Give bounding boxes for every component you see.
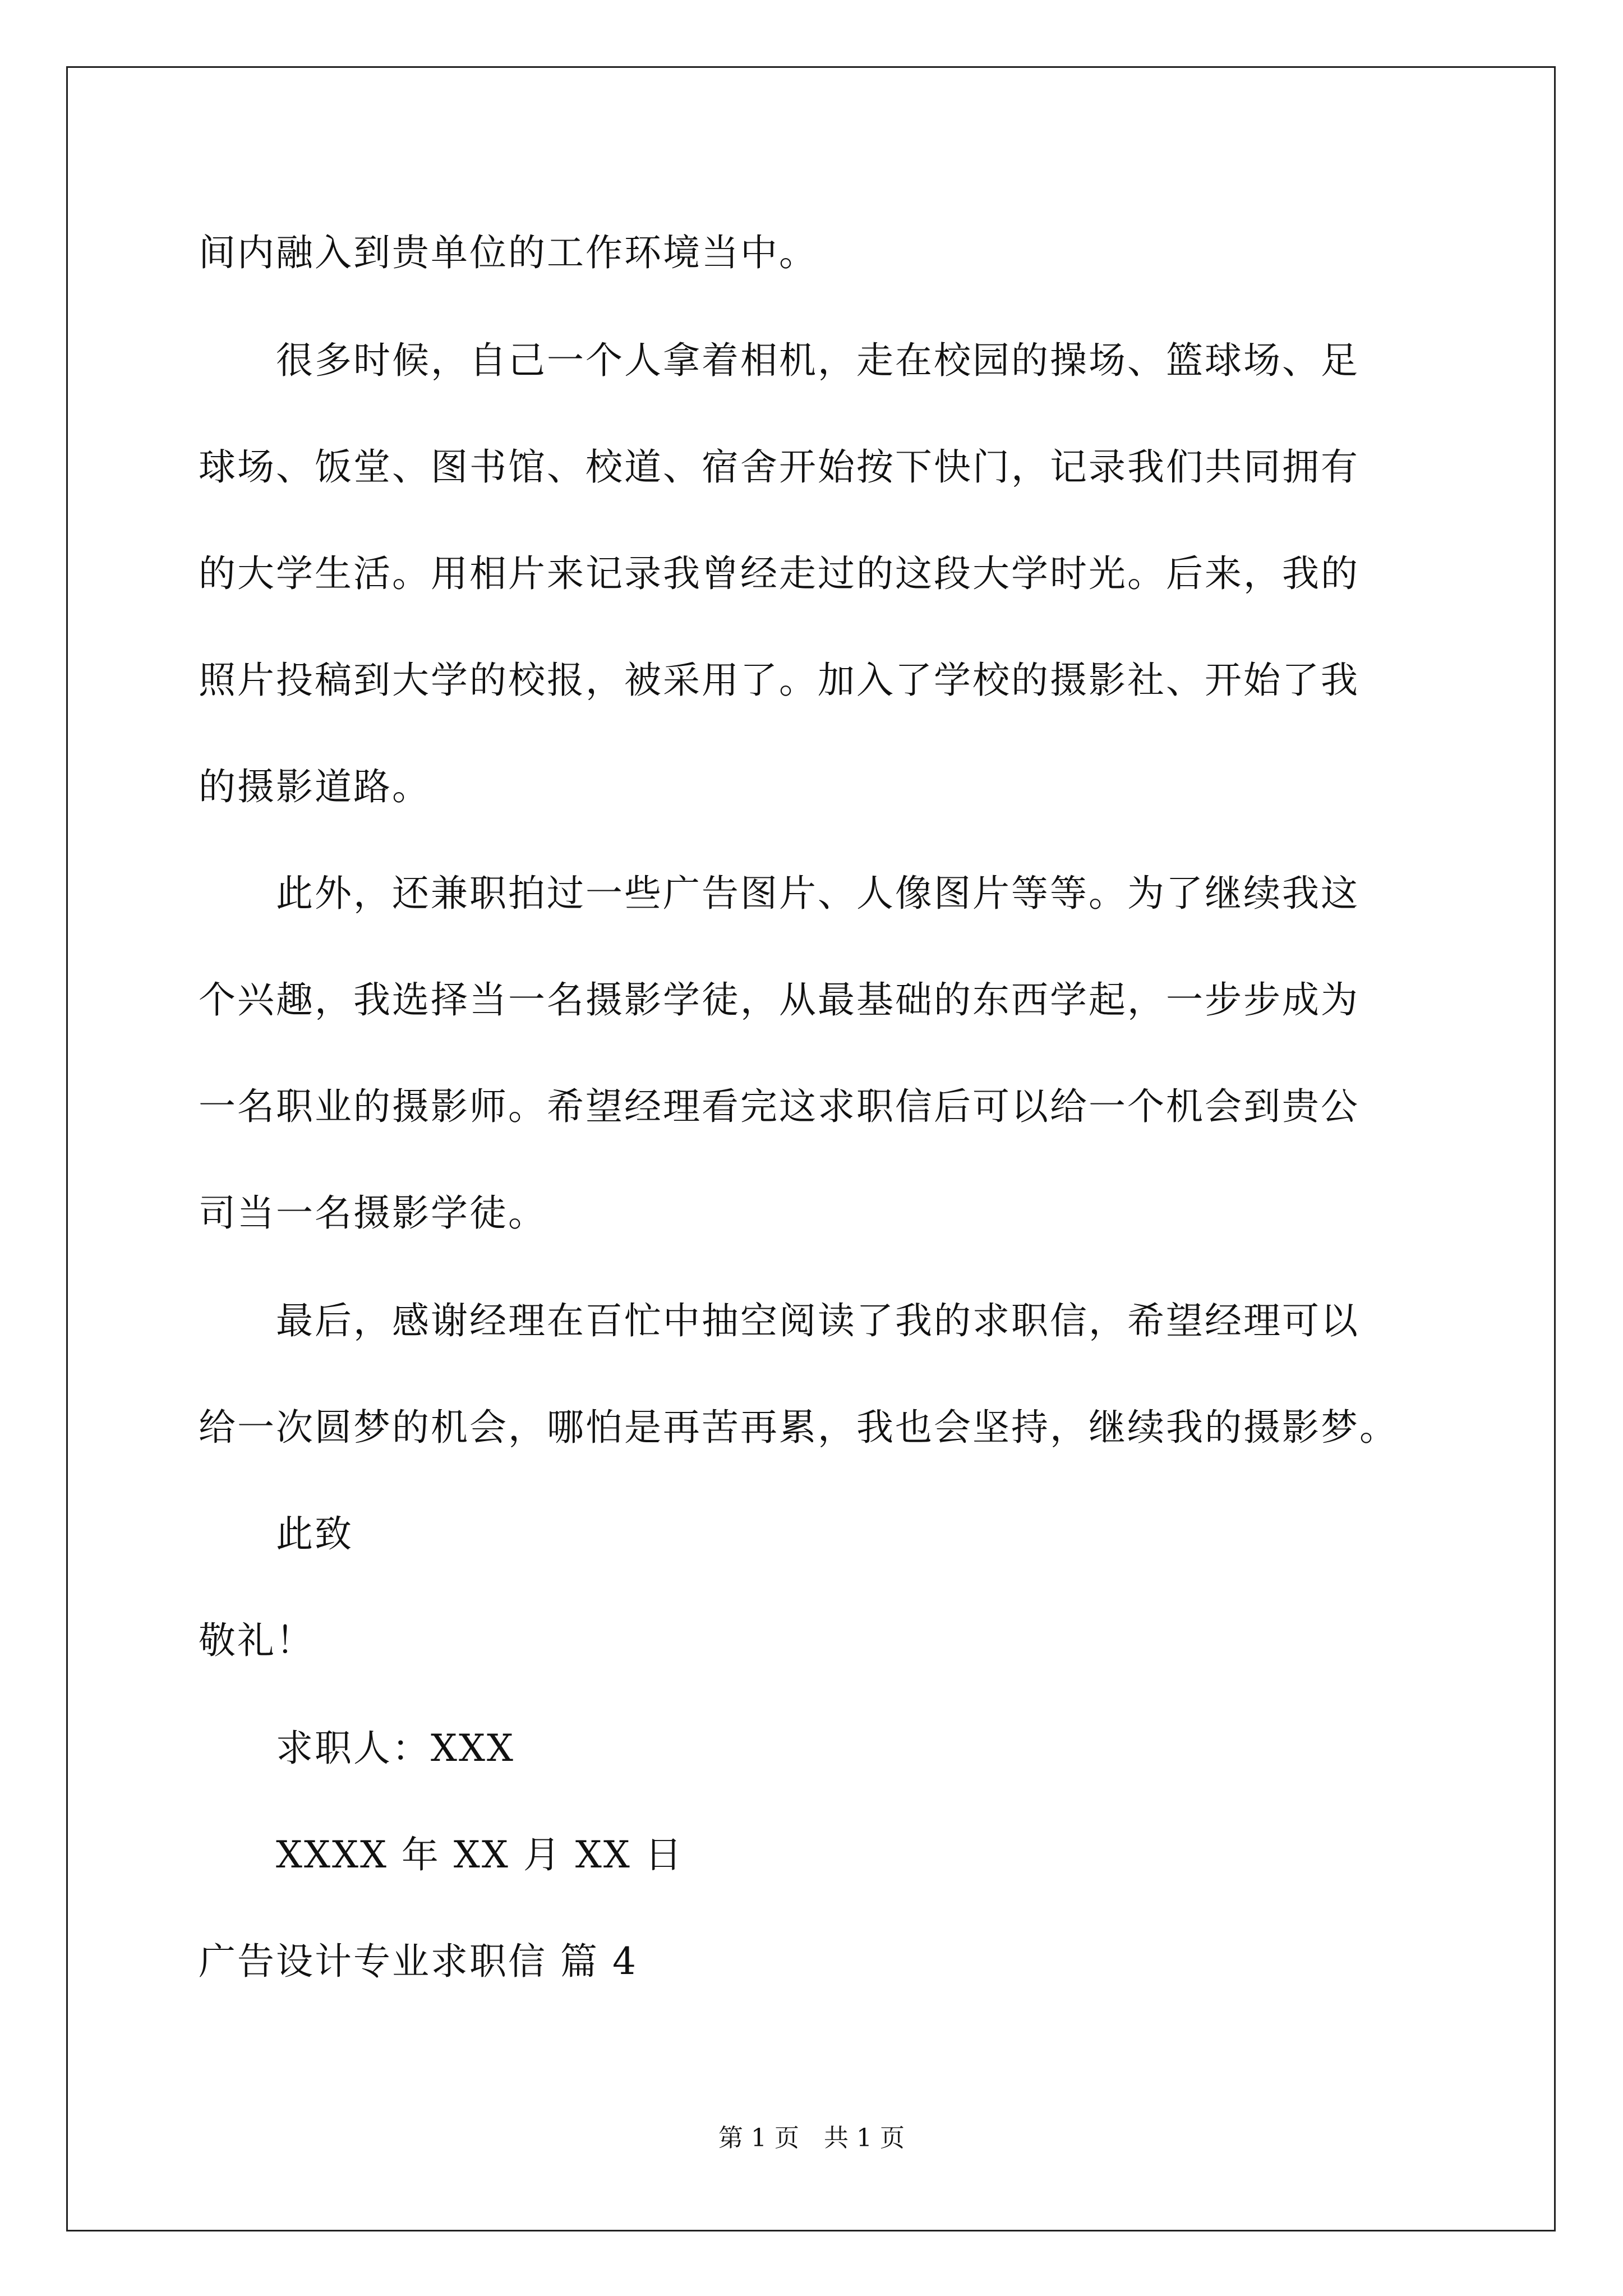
paragraph-line: 给一次圆梦的机会，哪怕是再苦再累，我也会坚持，继续我的摄影梦。 bbox=[199, 1406, 1398, 1449]
paragraph-line: 照片投稿到大学的校报，被采用了。加入了学校的摄影社、开始了我 bbox=[199, 659, 1359, 702]
paragraph-line: 间内融入到贵单位的工作环境当中。 bbox=[199, 231, 818, 274]
paragraph-line: 个兴趣，我选择当一名摄影学徒，从最基础的东西学起，一步步成为 bbox=[199, 978, 1359, 1022]
paragraph-line: 司当一名摄影学徒。 bbox=[199, 1191, 547, 1235]
date-line: XXXX 年 XX 月 XX 日 bbox=[199, 1833, 684, 1876]
paragraph-line: 的摄影道路。 bbox=[199, 765, 431, 808]
signature-line: 求职人：XXX bbox=[199, 1727, 515, 1770]
paragraph-line: 的大学生活。用相片来记录我曾经走过的这段大学时光。后来，我的 bbox=[199, 552, 1359, 595]
salutation-line: 敬礼！ bbox=[199, 1619, 315, 1662]
paragraph-line: 很多时候，自己一个人拿着相机，走在校园的操场、篮球场、足 bbox=[199, 339, 1359, 382]
section-heading: 广告设计专业求职信 篇 4 bbox=[199, 1940, 638, 1983]
paragraph-line: 一名职业的摄影师。希望经理看完这求职信后可以给一个机会到贵公 bbox=[199, 1085, 1359, 1128]
paragraph-line: 球场、饭堂、图书馆、校道、宿舍开始按下快门，记录我们共同拥有 bbox=[199, 445, 1359, 489]
closing-line: 此致 bbox=[199, 1512, 353, 1556]
page-border bbox=[66, 66, 1556, 2231]
paragraph-line: 此外，还兼职拍过一些广告图片、人像图片等等。为了继续我这 bbox=[199, 872, 1359, 915]
paragraph-line: 最后，感谢经理在百忙中抽空阅读了我的求职信，希望经理可以 bbox=[199, 1299, 1359, 1342]
page-number: 第 1 页 共 1 页 bbox=[718, 2124, 905, 2152]
